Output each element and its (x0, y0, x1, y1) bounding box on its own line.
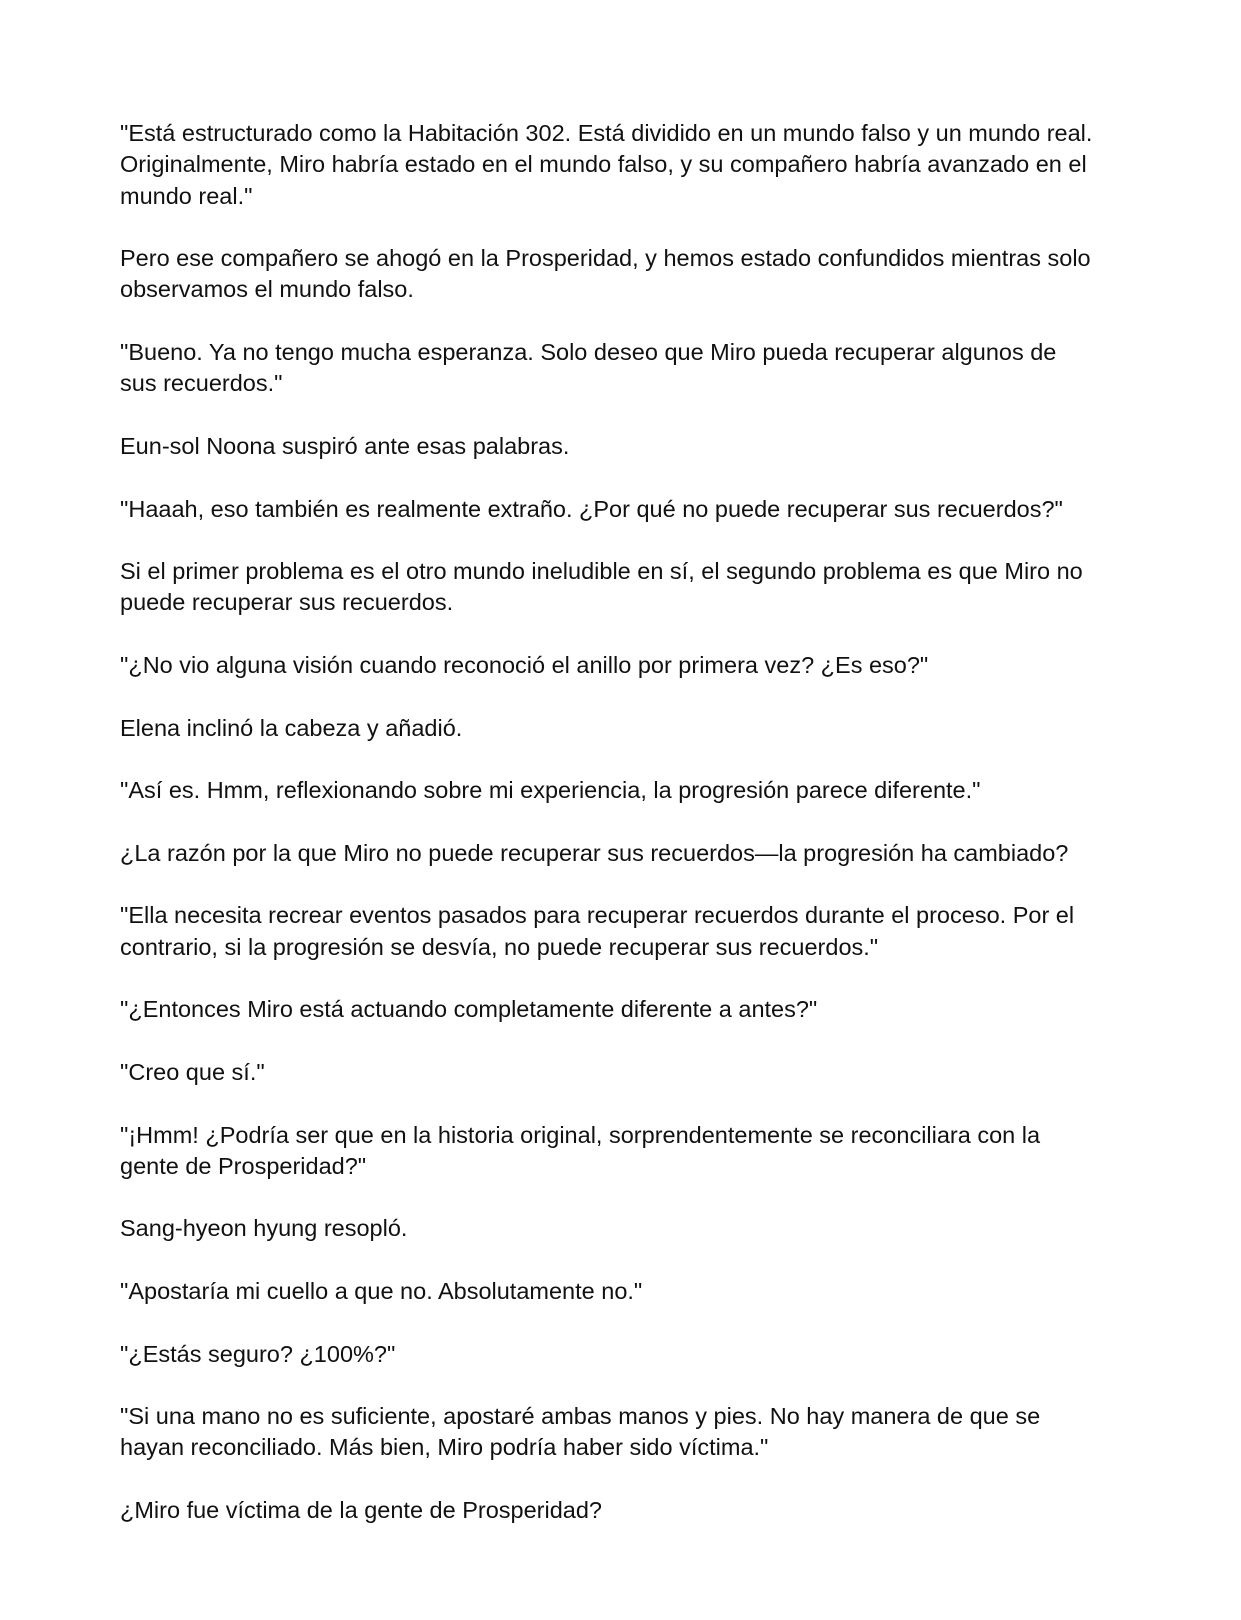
paragraph: "Ella necesita recrear eventos pasados para recuperar recuerdos durante el proceso. Por el contrario, si la progresión se desvía, no puede recuperar sus recuerdos." (120, 902, 1075, 960)
paragraph: "Creo que sí." (120, 1058, 265, 1085)
paragraph: Si el primer problema es el otro mundo ineludible en sí, el segundo problema es que Miro no puede recuperar sus recuerdos. (120, 558, 1083, 616)
paragraph: "Así es. Hmm, reflexionando sobre mi experiencia, la progresión parece diferente." (120, 777, 981, 804)
document-body (120, 118, 1095, 1526)
paragraph: Eun-sol Noona suspiró ante esas palabras. (120, 432, 570, 459)
paragraph: "Si una mano no es suficiente, apostaré ambas manos y pies. No hay manera de que se hayan reconciliado. Más bien, Miro podría haber sido víctima." (120, 1403, 1041, 1461)
paragraph: "Bueno. Ya no tengo mucha esperanza. Solo deseo que Miro pueda recuperar algunos de sus recuerdos." (120, 339, 1057, 397)
paragraph: "¿Entonces Miro está actuando completamente diferente a antes?" (120, 996, 818, 1023)
paragraph: "¿Estás seguro? ¿100%?" (120, 1340, 396, 1367)
paragraph: ¿Miro fue víctima de la gente de Prosperidad? (120, 1497, 603, 1524)
paragraph: "Está estructurado como la Habitación 302. Está dividido en un mundo falso y un mundo real. Originalmente, Miro habría estado en el mundo falso, y su compañero habría avanzado en el mundo real." (120, 120, 1093, 209)
paragraph: ¿La razón por la que Miro no puede recuperar sus recuerdos—la progresión ha cambiado? (120, 839, 1069, 866)
paragraph: Sang-hyeon hyung resopló. (120, 1215, 408, 1242)
paragraph: "Apostaría mi cuello a que no. Absolutamente no." (120, 1277, 643, 1304)
paragraph: Elena inclinó la cabeza y añadió. (120, 714, 463, 741)
paragraph: "Haaah, eso también es realmente extraño. ¿Por qué no puede recuperar sus recuerdos?" (120, 495, 1063, 522)
paragraph: "¡Hmm! ¿Podría ser que en la historia original, sorprendentemente se reconciliara con la gente de Prosperidad?" (120, 1121, 1041, 1179)
paragraph: Pero ese compañero se ahogó en la Prosperidad, y hemos estado confundidos mientras solo observamos el mundo falso. (120, 245, 1091, 303)
paragraph: "¿No vio alguna visión cuando reconoció el anillo por primera vez? ¿Es eso?" (120, 652, 929, 679)
